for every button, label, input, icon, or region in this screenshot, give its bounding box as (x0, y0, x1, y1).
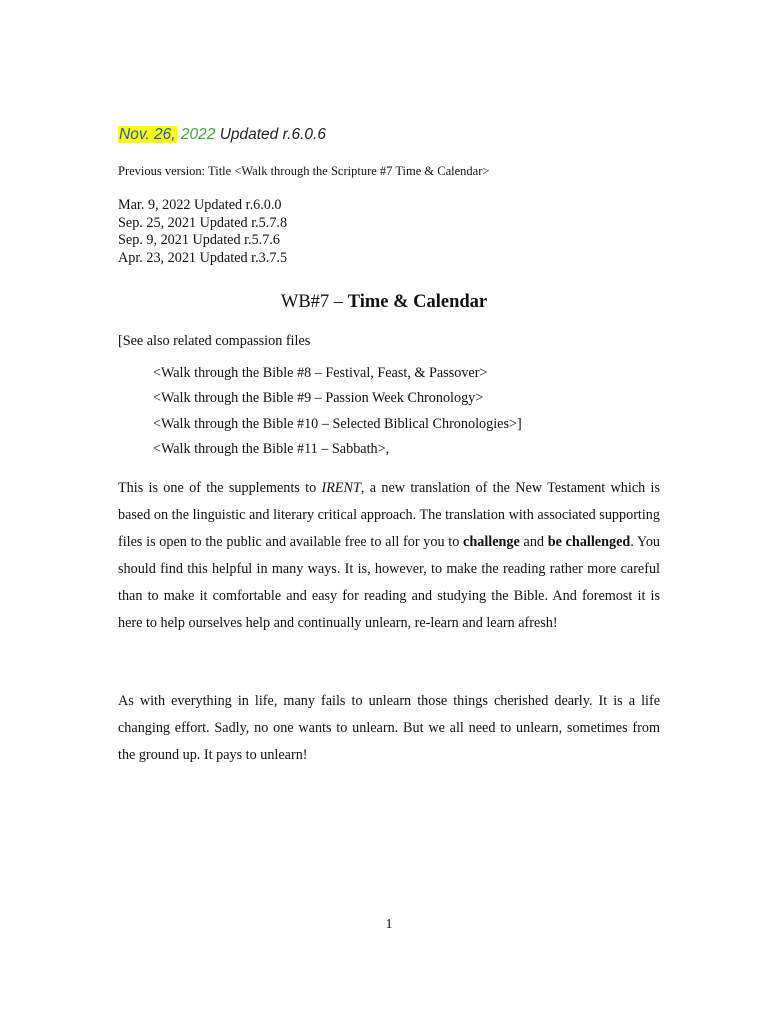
intro-text-4: . You should find this helpful in many ways. It is, however, to make the reading rather more careful than to make it comfortable and easy for reading and studying the Bible. And foremost it is here to help ourselves help and continually unlearn, re-learn and learn afresh! (118, 533, 661, 631)
title-main: Time & Calendar (347, 292, 488, 312)
related-file-item: <Walk through the Bible #10 – Selected Biblical Chronologies>] (153, 415, 522, 432)
highlighted-date: Nov. 26, (119, 126, 176, 143)
challenge-term: challenge (463, 533, 520, 550)
previous-version-note: Previous version: Title <Walk through the Scripture #7 Time & Calendar> (118, 164, 490, 178)
update-version: Updated r.6.0.6 (219, 126, 326, 143)
irent-term: IRENT (321, 480, 361, 496)
unlearn-paragraph: As with everything in life, many fails to unlearn those things cherished dearly. It is a life changing effort. Sadly, no one wants to unlearn. But we all need to unlearn, sometimes from the ground up. It pays to unlearn! (118, 693, 660, 763)
revision-history (118, 197, 287, 268)
intro-paragraph (118, 475, 660, 636)
be-challenged-term: be challenged (547, 533, 631, 550)
history-entry: Apr. 23, 2021 Updated r.3.7.5 (118, 250, 288, 267)
related-file-item: <Walk through the Bible #8 – Festival, Feast, & Passover> (153, 365, 488, 381)
intro-text-2: , a new translation of the New Testament which is based on the linguistic and literary critical approach. The translation with associated supporting files is open to the public and available free to all for you to (118, 480, 660, 550)
intro-text-1: This is one of the supplements to (118, 480, 317, 496)
related-files-list (153, 361, 522, 462)
history-entry: Sep. 25, 2021 Updated r.5.7.8 (118, 214, 288, 231)
page-number: 1 (385, 917, 393, 932)
update-year: 2022 (180, 126, 216, 143)
history-entry: Sep. 9, 2021 Updated r.5.7.6 (118, 232, 280, 249)
title-prefix: WB#7 – (280, 292, 344, 312)
related-file-item: <Walk through the Bible #11 – Sabbath>, (153, 440, 390, 457)
history-entry: Mar. 9, 2022 Updated r.6.0.0 (118, 197, 282, 213)
intro-text-3: and (523, 533, 545, 550)
related-file-item: <Walk through the Bible #9 – Passion Week Chronology> (153, 390, 484, 407)
update-line (118, 126, 326, 144)
document-title (0, 292, 768, 313)
see-also-intro: [See also related compassion files (118, 333, 311, 349)
